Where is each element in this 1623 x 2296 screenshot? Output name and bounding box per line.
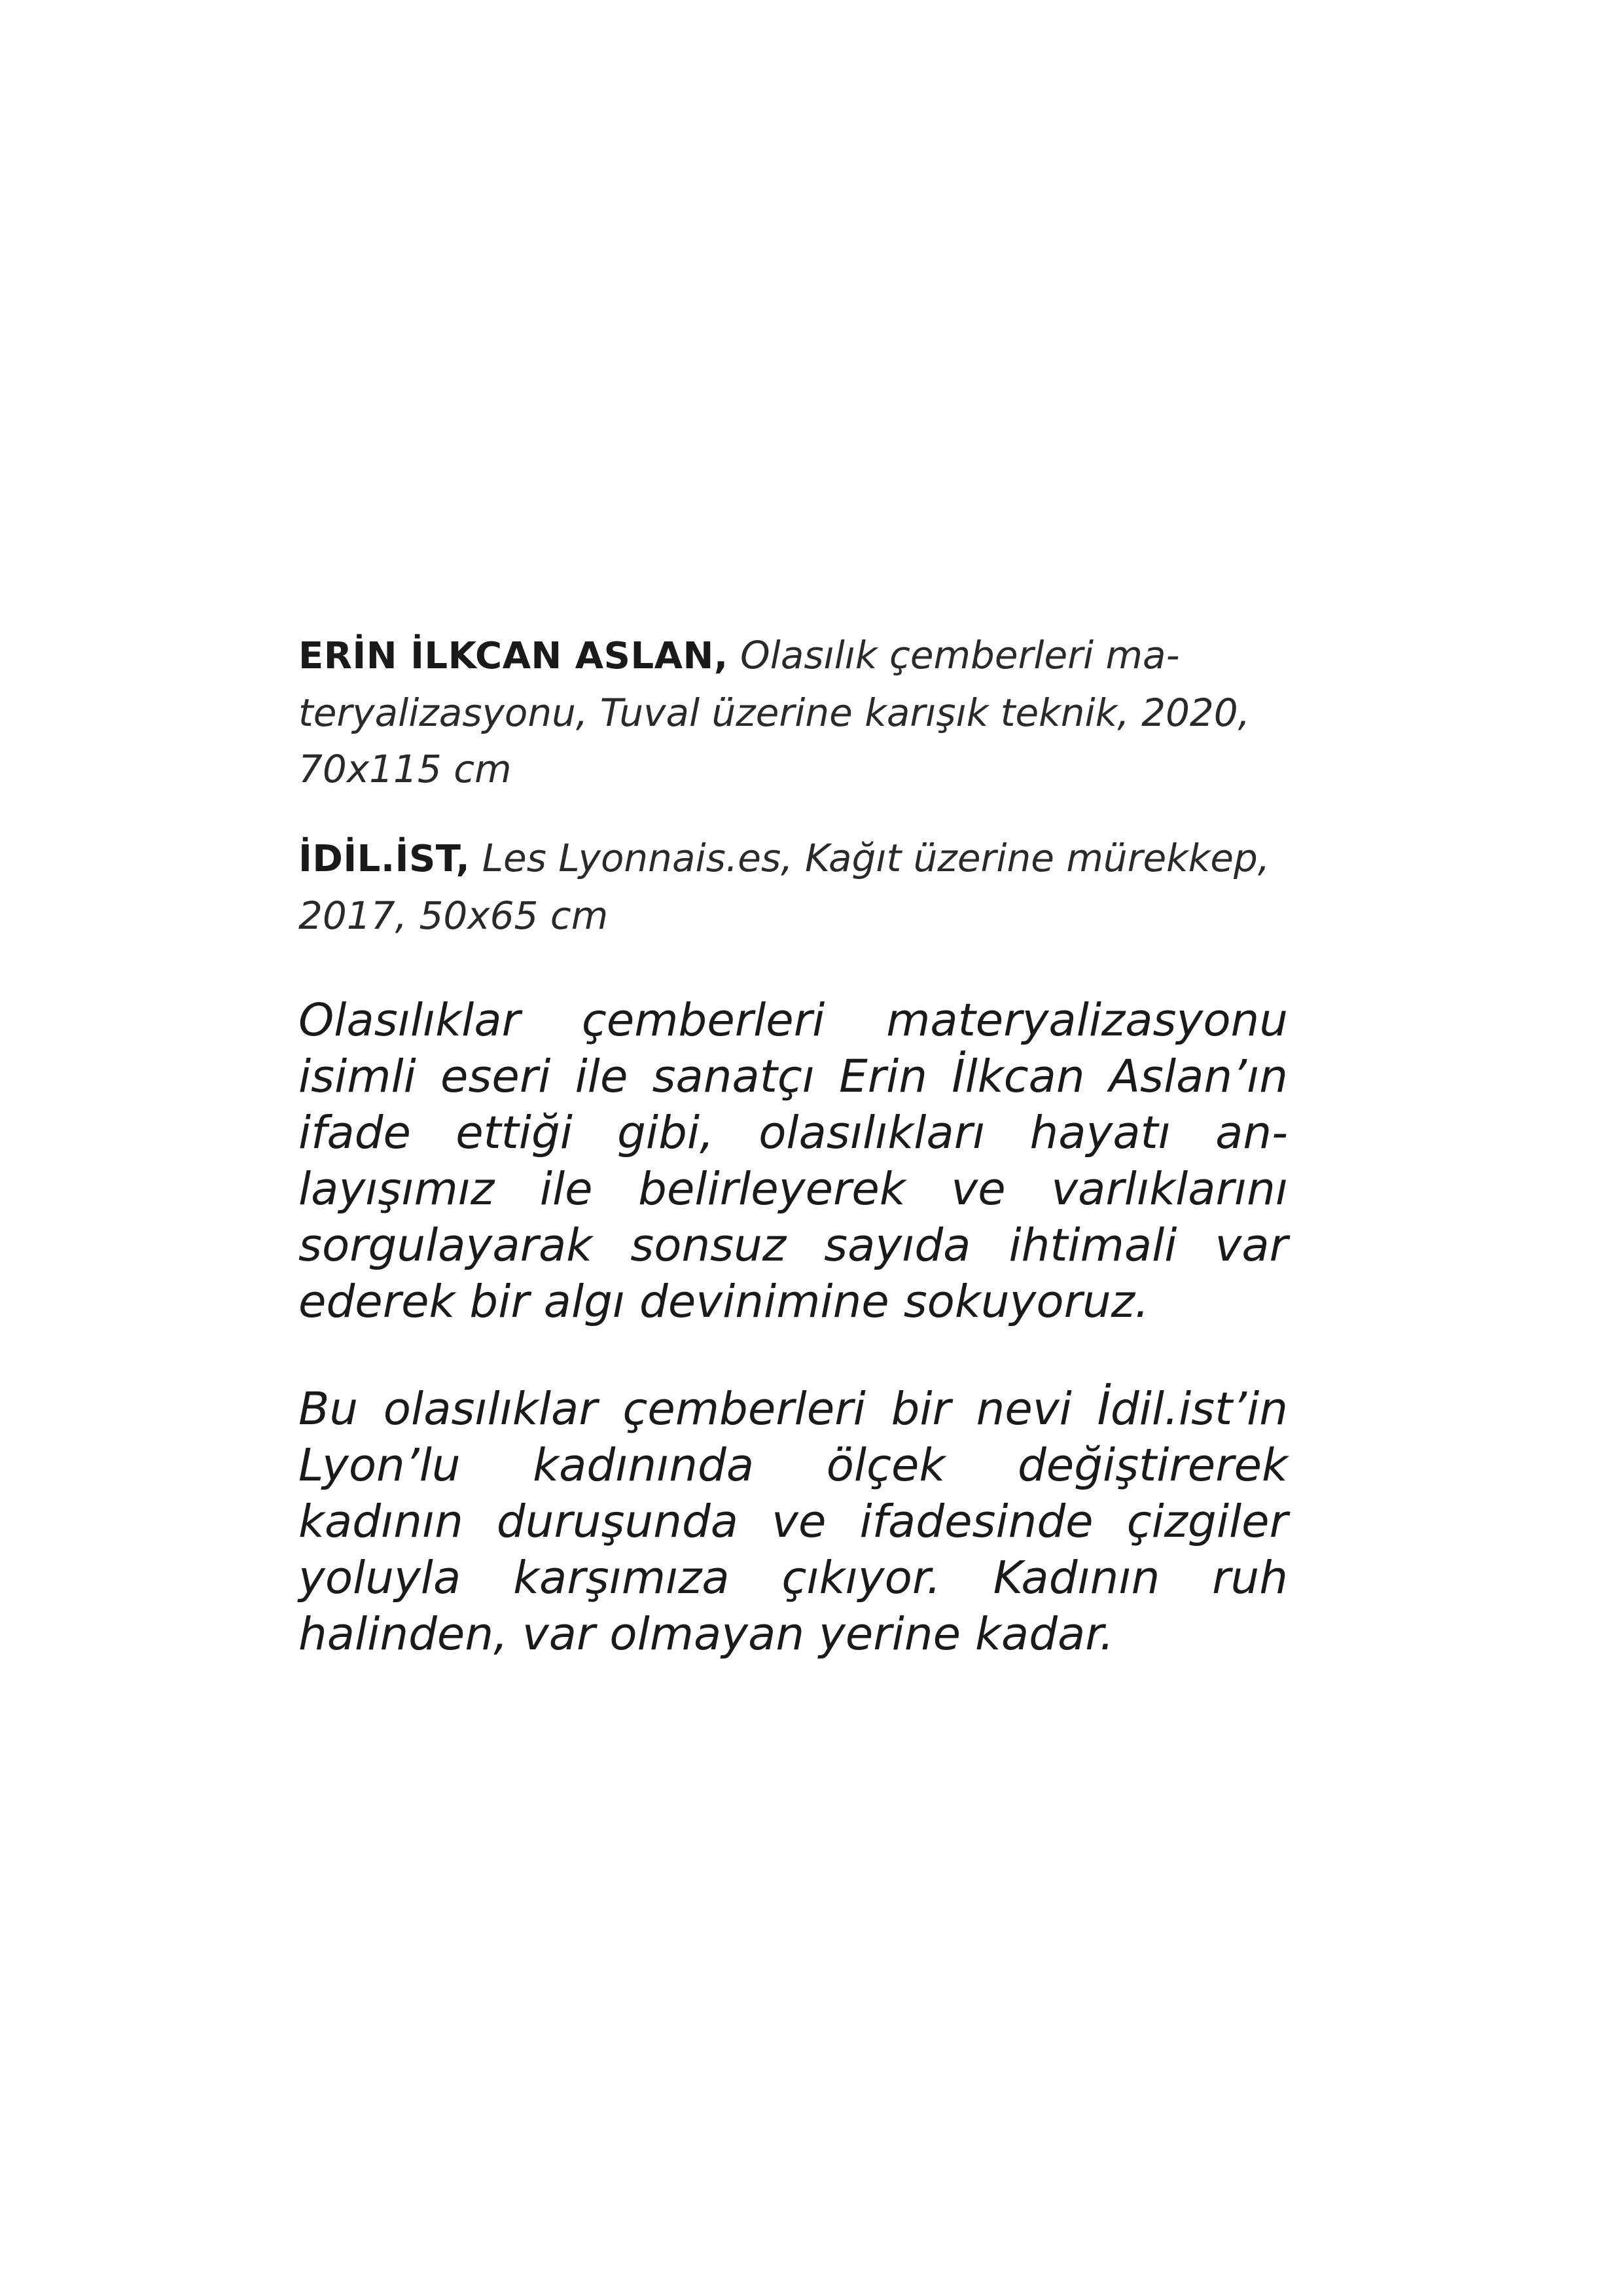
artwork-details: Olasılık çemberleri materyalizasyonu, Tuval üzerine karışık teknik, 2020, 70x115 cm [298,633,1251,791]
artwork-caption-erin-ilkcan-aslan [298,627,1300,797]
artist-name: İDİL.İST, [298,838,471,880]
artwork-details: Les Lyonnais.es, Kağıt üzerine mürekkep, 2017, 50x65 cm [298,836,1270,938]
artwork-caption-idil-ist [298,830,1300,944]
body-paragraph: Olasılıklar çemberleri materyalizasyonu isimli eseri ile sanatçı Erin İlkcan Aslan’ın ifade ettiği gibi, olasılıkları hayatı anlayışımız ile belirleyerek ve varlıklarını sorgulayarak sonsuz sayıda ihtimali var ederek bir algı devinimine sokuyoruz. [298,994,1288,1328]
body-paragraph: Bu olasılıklar çemberleri bir nevi İdil.ist’in Lyon’lu kadınında ölçek değiştirerek kadının duruşunda ve ifadesinde çizgiler yoluyla karşımıza çıkıyor. Kadının ruh halinden, var olmayan yerine kadar. [298,1383,1288,1660]
artist-name: ERİN İLKCAN ASLAN, [298,635,728,677]
